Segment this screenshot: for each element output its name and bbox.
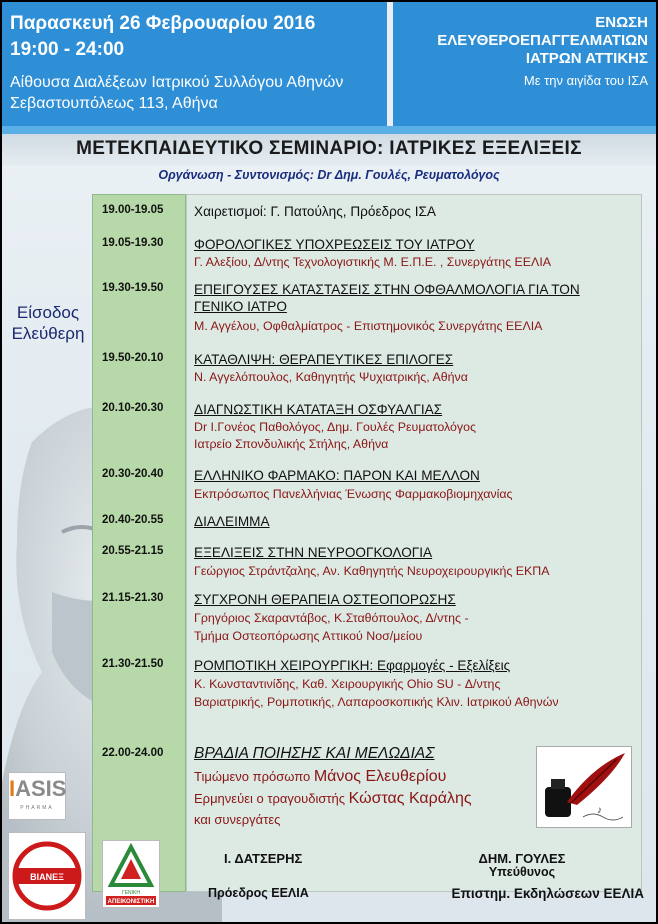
slot-time: 20.40-20.55 xyxy=(102,514,164,526)
poster xyxy=(2,2,656,922)
event-address: Σεβαστουπόλεως 113, Αθήνα xyxy=(10,95,218,112)
coordinator-role: Υπεύθυνος xyxy=(488,865,556,879)
svg-text:ΑΠΕΙΚΟΝΙΣΤΙΚΗ: ΑΠΕΙΚΟΝΙΣΤΙΚΗ xyxy=(107,899,155,905)
slot-title: ΚΑΤΑΘΛΙΨΗ: ΘΕΡΑΠΕΥΤΙΚΕΣ ΕΠΙΛΟΓΕΣ xyxy=(194,352,454,367)
org-name-line3: ΙΑΤΡΩΝ ΑΤΤΙΚΗΣ xyxy=(525,50,648,67)
slot-title: ΔΙΑΓΝΩΣΤΙΚΗ ΚΑΤΑΤΑΞΗ ΟΣΦΥΑΛΓΙΑΣ xyxy=(194,402,443,417)
geniki-apeikonistiki-logo xyxy=(102,840,160,908)
slot-speaker-cont: Βαριατρικής, Ρομποτικής, Λαπαροσκοπικής Κλιν. Ιατρικού Αθηνών xyxy=(194,695,559,709)
svg-text:♪: ♪ xyxy=(597,805,602,816)
slot-speaker: Dr Ι.Γονέος Παθολόγος, Δημ. Γουλές Ρευματολόγος xyxy=(194,420,476,434)
slot-time: 19.05-19.30 xyxy=(102,237,164,249)
quill-ink-image xyxy=(536,746,632,828)
iasis-pharma-logo: IASIS PHARMA xyxy=(8,772,66,820)
slot-title: ΦΟΡΟΛΟΓΙΚΕΣ ΥΠΟΧΡΕΩΣΕΙΣ ΤΟΥ ΙΑΤΡΟΥ xyxy=(194,237,475,252)
svg-text:ΒΙΑΝΕΞ: ΒΙΑΝΕΞ xyxy=(30,872,64,882)
aegis-note: Με την αιγίδα του ΙΣΑ xyxy=(523,73,648,88)
vianex-logo xyxy=(8,832,86,920)
collaborators-line: και συνεργάτες xyxy=(194,812,281,827)
slot-title-cont: ΓΕΝΙΚΟ ΙΑΤΡΟ xyxy=(194,299,287,314)
slot-time: 21.15-21.30 xyxy=(102,592,164,604)
slot-speaker-cont: Τμήμα Οστεοπόρωσης Αττικού Νοσ/μείου xyxy=(194,629,423,643)
slot-title: ΒΡΑΔΙΑ ΠΟΙΗΣΗΣ ΚΑΙ ΜΕΛΩΔΙΑΣ xyxy=(194,745,435,762)
slot-title: ΔΙΑΛΕΙΜΜΑ xyxy=(194,514,270,529)
slot-speaker: Γ. Αλεξίου, Δ/ντης Τεχνολογιστικής Μ. Ε.Π.Ε. , Συνεργάτης ΕΕΛΙΑ xyxy=(194,255,552,269)
slot-time: 20.30-20.40 xyxy=(102,468,164,480)
slot-title: ΕΠΕΙΓΟΥΣΕΣ ΚΑΤΑΣΤΑΣΕΙΣ ΣΤΗΝ ΟΦΘΑΛΜΟΛΟΓΙΑ ΓΙΑ ΤΟΝ xyxy=(194,282,580,297)
singer-line: Ερμηνεύει ο τραγουδιστής Κώστας Καράλης xyxy=(194,790,472,807)
slot-time: 19.50-20.10 xyxy=(102,352,164,364)
slot-time: 22.00-24.00 xyxy=(102,747,164,759)
event-date: Παρασκευή 26 Φεβρουαρίου 2016 xyxy=(10,13,316,34)
event-time: 19:00 - 24:00 xyxy=(10,39,125,60)
org-name-line2: ΕΛΕΥΘΕΡΟΕΠΑΓΓΕΛΜΑΤΙΩΝ xyxy=(437,32,648,49)
slot-title: ΕΛΛΗΝΙΚΟ ΦΑΡΜΑΚΟ: ΠΑΡΟΝ ΚΑΙ ΜΕΛΛΟΝ xyxy=(194,468,480,483)
slot-speaker-cont: Ιατρείο Σπονδυλικής Στήλης, Αθήνα xyxy=(194,437,389,451)
free-entrance-note: Είσοδος Ελεύθερη xyxy=(11,303,85,343)
slot-time: 19.30-19.50 xyxy=(102,282,164,294)
slot-time: 20.10-20.30 xyxy=(102,402,164,414)
coordinator-name: ΔΗΜ. ΓΟΥΛΕΣ xyxy=(478,851,566,866)
title-band xyxy=(2,134,656,166)
header-bottom-bar xyxy=(2,126,656,134)
slot-speaker: Ν. Αγγελόπουλος, Καθηγητής Ψυχιατρικής, Αθήνα xyxy=(194,370,468,384)
organizer-line: Οργάνωση - Συντονισμός: Dr Δημ. Γουλές, Ρευματολόγος xyxy=(158,168,500,182)
slot-speaker: Κ. Κωνσταντινίδης, Καθ. Χειρουργικής Ohio SU - Δ/ντης xyxy=(194,677,501,691)
slot-title: Χαιρετισμοί: Γ. Πατούλης, Πρόεδρος ΙΣΑ xyxy=(194,204,436,219)
slot-title: ΕΞΕΛΙΞΕΙΣ ΣΤΗΝ ΝΕΥΡΟΟΓΚΟΛΟΓΙΑ xyxy=(194,545,433,560)
org-name-line1: ΕΝΩΣΗ xyxy=(595,14,648,31)
slot-title: ΡΟΜΠΟΤΙΚΗ ΧΕΙΡΟΥΡΓΙΚΗ: Εφαρμογές - Εξελίξεις xyxy=(194,658,511,673)
slot-time: 21.30-21.50 xyxy=(102,658,164,670)
time-column xyxy=(92,194,186,892)
slot-speaker: Γρηγόριος Σκαραντάβος, Κ.Σταθόπουλος, Δ/ντης - xyxy=(194,611,469,625)
slot-speaker: Μ. Αγγέλου, Οφθαλμίατρος - Επιστημονικός Συνεργάτης ΕΕΛΙΑ xyxy=(194,319,543,333)
slot-title: ΣΥΓΧΡΟΝΗ ΘΕΡΑΠΕΙΑ ΟΣΤΕΟΠΟΡΩΣΗΣ xyxy=(194,592,456,607)
event-venue: Αίθουσα Διαλέξεων Ιατρικού Συλλόγου Αθηνών xyxy=(10,74,344,91)
slot-speaker: Γεώργιος Στράντζαλης, Αν. Καθηγητής Νευροχειρουργικής ΕΚΠΑ xyxy=(194,564,550,578)
slot-speaker: Εκπρόσωπος Πανελλήνιας Ένωσης Φαρμακοβιομηχανίας xyxy=(194,487,513,501)
coordinator-title: Επιστημ. Εκδηλώσεων ΕΕΛΙΑ xyxy=(451,886,644,901)
seminar-title: ΜΕΤΕΚΠΑΙΔΕΥΤΙΚΟ ΣΕΜΙΝΑΡΙΟ: ΙΑΤΡΙΚΕΣ ΕΞΕΛΙΞΕΙΣ xyxy=(76,138,582,159)
slot-time: 20.55-21.15 xyxy=(102,545,164,557)
slot-time: 19.00-19.05 xyxy=(102,204,164,216)
svg-text:ΓΕΝΙΚΗ: ΓΕΝΙΚΗ xyxy=(121,890,141,896)
president-title: Πρόεδρος ΕΕΛΙΑ xyxy=(208,886,309,900)
honoree-line: Τιμώμενο πρόσωπο Μάνος Ελευθερίου xyxy=(194,768,447,785)
president-name: Ι. ΔΑΤΣΕΡΗΣ xyxy=(224,851,303,866)
event-info-panel xyxy=(2,2,387,126)
organization-panel xyxy=(393,2,656,126)
